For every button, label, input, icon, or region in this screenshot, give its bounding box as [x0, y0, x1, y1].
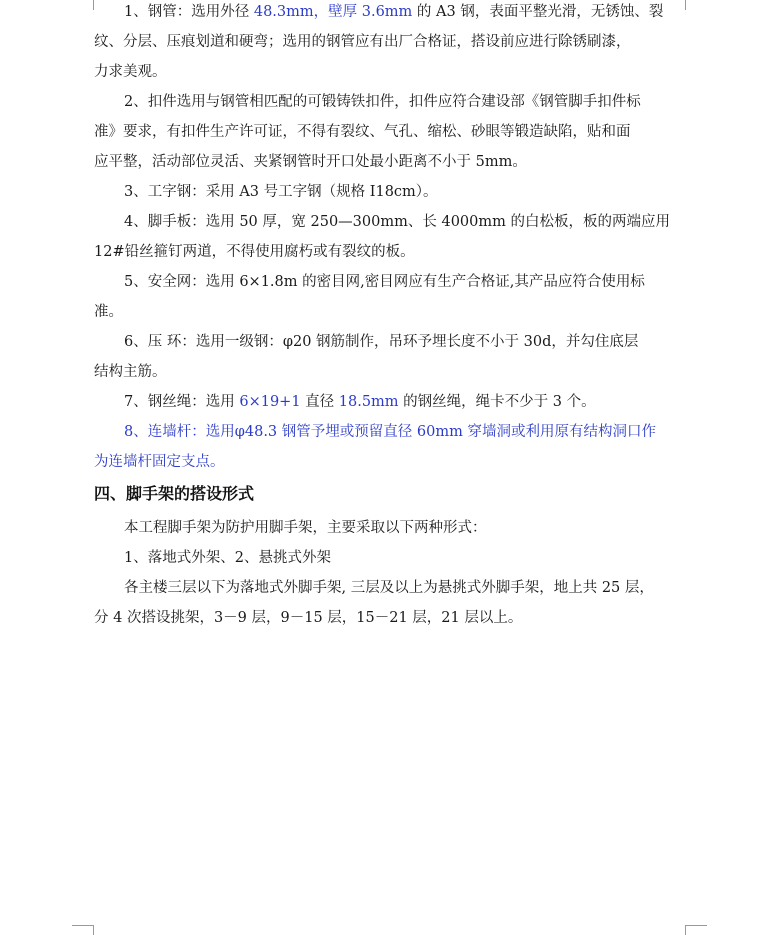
section-paragraphs — [94, 513, 686, 633]
text-line: 5、安全网：选用 6×1.8m 的密目网,密目网应有生产合格证,其产品应符合使用标 — [124, 274, 645, 290]
list-item — [94, 327, 686, 387]
section-paragraph — [94, 513, 686, 543]
text-line: 3、工字钢：采用 A3 号工字钢（规格 I18cm）。 — [124, 184, 438, 200]
crop-mark-bottom-left-h — [72, 925, 93, 926]
list-item — [94, 0, 686, 87]
material-list — [94, 0, 686, 477]
text-line: 应平整，活动部位灵活、夹紧钢管时开口处最小距离不小于 5mm。 — [94, 154, 527, 170]
text-line: 1、落地式外架、2、悬挑式外架 — [124, 550, 331, 566]
crop-mark-bottom-right-v — [685, 925, 686, 935]
section-paragraph — [94, 543, 686, 573]
text-line: 6、压 环：选用一级钢：φ20 钢筋制作，吊环予埋长度不小于 30d，并勾住底层 — [124, 334, 639, 350]
list-item — [94, 267, 686, 327]
text-line: 12#铅丝箍钉两道，不得使用腐朽或有裂纹的板。 — [94, 244, 415, 260]
list-item — [94, 177, 686, 207]
text-line: 为连墙杆固定支点。 — [94, 454, 225, 470]
section-heading: 四、脚手架的搭设形式 — [94, 484, 255, 503]
text-line: 结构主筋。 — [94, 364, 167, 380]
crop-mark-bottom-left-v — [93, 925, 94, 935]
document-body — [94, 0, 686, 633]
text-line: 1、钢管：选用外径 48.3mm，壁厚 3.6mm 的 A3 钢，表面平整光滑，无锈蚀、裂 — [124, 4, 664, 20]
text-line: 8、连墙杆：选用φ48.3 钢管予埋或预留直径 60mm 穿墙洞或利用原有结构洞口作 — [124, 424, 656, 440]
section-paragraph — [94, 573, 686, 633]
text-line: 4、脚手板：选用 50 厚，宽 250—300mm、长 4000mm 的白松板，板的两端应用 — [124, 214, 670, 230]
text-line: 准》要求，有扣件生产许可证，不得有裂纹、气孔、缩松、砂眼等锻造缺陷，贴和面 — [94, 124, 631, 140]
list-item — [94, 417, 686, 477]
highlighted-spec: 6×19+1 — [239, 394, 301, 410]
text-line: 力求美观。 — [94, 64, 167, 80]
list-item — [94, 87, 686, 177]
text-line: 纹、分层、压痕划道和硬弯；选用的钢管应有出厂合格证，搭设前应进行除锈刷漆， — [94, 34, 631, 50]
highlighted-spec: 48.3mm，壁厚 3.6mm — [253, 4, 413, 20]
crop-mark-bottom-right-h — [686, 925, 707, 926]
text-line: 2、扣件选用与钢管相匹配的可锻铸铁扣件，扣件应符合建设部《钢管脚手扣件标 — [124, 94, 641, 110]
text-line: 准。 — [94, 304, 123, 320]
text-line: 7、钢丝绳：选用 6×19+1 直径 18.5mm 的钢丝绳，绳卡不少于 3 个。 — [124, 394, 596, 410]
text-line: 本工程脚手架为防护用脚手架，主要采取以下两种形式： — [124, 520, 487, 536]
list-item — [94, 207, 686, 267]
text-line: 各主楼三层以下为落地式外脚手架, 三层及以上为悬挑式外脚手架，地上共 25 层， — [124, 580, 654, 596]
text-line: 分 4 次搭设挑架，3－9 层，9－15 层，15－21 层，21 层以上。 — [94, 610, 523, 626]
list-item — [94, 387, 686, 417]
highlighted-spec: 18.5mm — [338, 394, 399, 410]
